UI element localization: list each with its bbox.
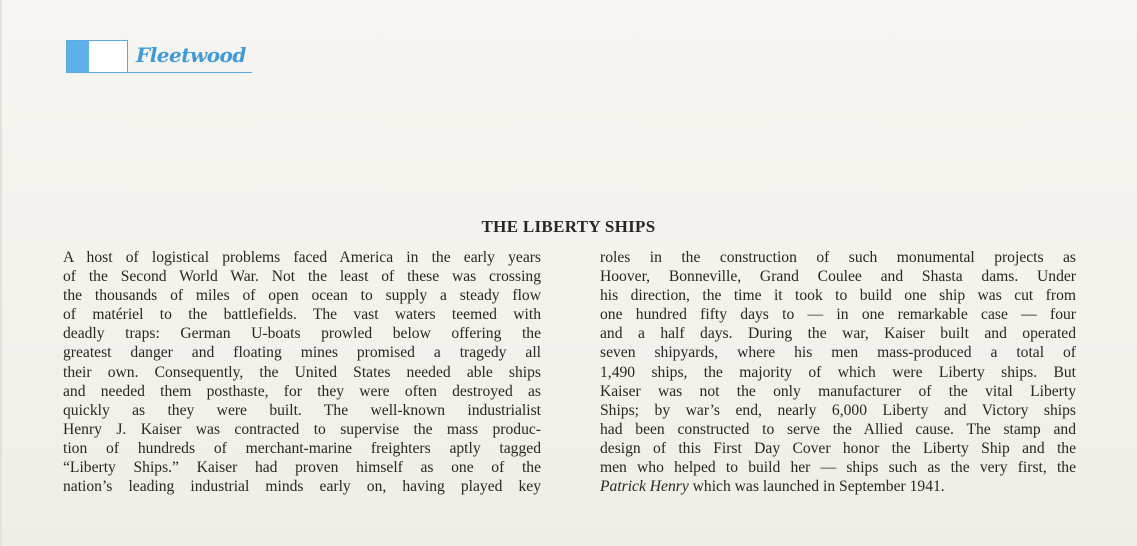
brand-logo bbox=[66, 40, 256, 76]
text-line: had been constructed to serve the Allied cause. The stamp and bbox=[600, 420, 1076, 438]
text-line: Hoover, Bonneville, Grand Coulee and Shasta dams. Under bbox=[600, 268, 1076, 286]
text-line: greatest danger and floating mines promised a tragedy all bbox=[63, 344, 541, 362]
text-line: of matériel to the battlefields. The vast waters teemed with bbox=[63, 306, 541, 324]
text-line: quickly as they were built. The well-known industrialist bbox=[63, 401, 541, 419]
logo-box-fill bbox=[67, 41, 89, 72]
text-line: roles in the construction of such monumental projects as bbox=[600, 249, 1076, 266]
text-line: Kaiser was not the only manufacturer of the vital Liberty bbox=[600, 382, 1076, 400]
brand-name: Fleetwood bbox=[136, 43, 246, 67]
logo-underline bbox=[128, 72, 252, 73]
page-edge bbox=[0, 0, 2, 546]
text-line: nation’s leading industrial minds early on, having played key bbox=[63, 478, 541, 496]
text-line: his direction, the time it took to build one ship was cut from bbox=[600, 287, 1076, 305]
text-line: men who helped to build her — ships such as the very first, the bbox=[600, 459, 1076, 477]
left-column bbox=[63, 248, 541, 496]
text-line: and a half days. During the war, Kaiser built and operated bbox=[600, 325, 1076, 343]
right-column bbox=[600, 248, 1076, 496]
text-line: one hundred fifty days to — in one remarkable case — four bbox=[600, 306, 1076, 324]
text-line: “Liberty Ships.” Kaiser had proven himself as one of the bbox=[63, 459, 541, 477]
text-line: tion of hundreds of merchant-marine freighters aptly tagged bbox=[63, 439, 541, 457]
text-line: A host of logistical problems faced America in the early years bbox=[63, 249, 541, 266]
text-line: design of this First Day Cover honor the Liberty Ship and the bbox=[600, 439, 1076, 457]
text-line: deadly traps: German U-boats prowled below offering the bbox=[63, 325, 541, 343]
text-line: Henry J. Kaiser was contracted to supervise the mass produc- bbox=[63, 420, 541, 438]
text-line: 1,490 ships, the majority of which were Liberty ships. But bbox=[600, 363, 1076, 381]
logo-box-icon bbox=[66, 40, 128, 73]
text-line: and needed them posthaste, for they were often destroyed as bbox=[63, 382, 541, 400]
text-line: Ships; by war’s end, nearly 6,000 Liberty and Victory ships bbox=[600, 401, 1076, 419]
text-line: the thousands of miles of open ocean to supply a steady flow bbox=[63, 287, 541, 305]
text-line: of the Second World War. Not the least of these was crossing bbox=[63, 268, 541, 286]
article-title: THE LIBERTY SHIPS bbox=[481, 217, 656, 236]
ship-name: Patrick Henry bbox=[600, 478, 689, 496]
text-line: seven shipyards, where his men mass-produced a total of bbox=[600, 344, 1076, 362]
text-line-final bbox=[600, 477, 1076, 496]
final-sentence: which was launched in September 1941. bbox=[688, 478, 945, 496]
text-line: their own. Consequently, the United States needed able ships bbox=[63, 363, 541, 381]
